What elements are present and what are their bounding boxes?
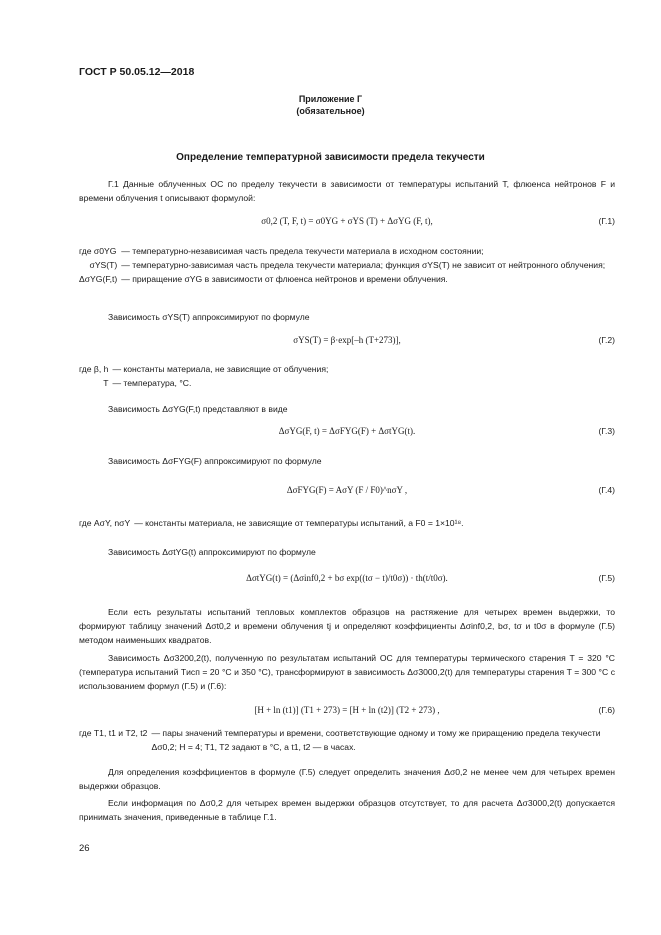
formula-g4: ΔσFYG(F) = AσY (F / F0)^nσY , — [286, 485, 408, 495]
definition-symbol: T — [103, 378, 109, 388]
definitions-g2 — [79, 362, 615, 390]
definition-row — [79, 362, 328, 376]
paragraph-g1: Г.1 Данные облученных ОС по пределу текучести в зависимости от температуры испытаний T, флюенса нейтронов F и времени облучения t описывают формулой: — [79, 179, 615, 203]
definition-text: — температурно-независимая часть предела текучести материала в исходном состоянии; — [121, 246, 484, 256]
definitions-g6 — [79, 726, 615, 754]
definition-symbol: σYS(T) — [89, 260, 118, 270]
paragraph-missing-data: Если информация по Δσ0,2 для четырех времен выдержки образцов отсутствует, то для расчета Δσ3000,2(t) допускается принимать значения, приведенные в таблице Г.1. — [79, 798, 615, 822]
definition-symbol: где β, h — [79, 364, 109, 374]
definition-text: — температурно-зависимая часть предела текучести материала; функция σYS(T) не зависит от нейтронного облучения; — [121, 260, 606, 270]
formula-g6: [H + ln (t1)] (T1 + 273) = [H + ln (t2)] (T2 + 273) , — [254, 705, 440, 715]
definition-row — [79, 258, 605, 272]
definition-text: — приращение σYG в зависимости от флюенса нейтронов и времени облучения. — [121, 274, 448, 284]
paragraph-coefficients: Для определения коэффициентов в формуле (Г.5) следует определить значения Δσ0,2 не менее чем для четырех времен выдержки образцов. — [79, 767, 615, 791]
paragraph-g4-intro: Зависимость ΔσFYG(F) аппроксимируют по формуле — [108, 456, 322, 466]
formula-g3: ΔσYG(F, t) = ΔσFYG(F) + ΔσtYG(t). — [278, 426, 416, 436]
formula-g5-number: (Г.5) — [598, 573, 615, 583]
definitions-g1 — [79, 244, 615, 286]
formula-g1: σ0,2 (T, F, t) = σ0YG + σYS (T) + ΔσYG (F, t), — [261, 216, 433, 226]
formula-g3-number: (Г.3) — [598, 426, 615, 436]
section-title: Определение температурной зависимости предела текучести — [176, 152, 485, 163]
appendix-title: Приложение Г — [298, 94, 363, 104]
definition-text: — константы материала, не зависящие от температуры испытаний, а F0 = 1×10¹⁸. — [134, 518, 464, 528]
definition-row — [79, 516, 463, 530]
definition-symbol: ΔσYG(F,t) — [79, 274, 118, 284]
definition-row — [79, 376, 328, 390]
document-code: ГОСТ Р 50.05.12—2018 — [79, 66, 195, 78]
page-number: 26 — [79, 843, 90, 854]
definition-symbol: где σ0YG — [79, 246, 117, 256]
definition-symbol: где AσY, nσY — [79, 518, 131, 528]
paragraph-g3-intro: Зависимость ΔσYG(F,t) представляют в виде — [108, 404, 288, 414]
paragraph-least-squares: Если есть результаты испытаний тепловых комплектов образцов на растяжение для четырех времен выдержки, то формируют таблицу значений Δσt0,2 и времени облучения tj и определяют коэффициенты Δσinf0,2, bσ, tσ и t0σ в формуле (Г.5) методом наименьших квадратов. — [79, 607, 615, 645]
definition-text: — константы материала, не зависящие от облучения; — [112, 364, 329, 374]
formula-g2-number: (Г.2) — [598, 335, 615, 345]
definitions-g4 — [79, 516, 615, 530]
formula-g1-number: (Г.1) — [598, 216, 615, 226]
definition-text: — температура, °С. — [112, 378, 192, 388]
paragraph-g2-intro: Зависимость σYS(T) аппроксимируют по формуле — [108, 312, 310, 322]
definition-symbol: где T1, t1 и T2, t2 — [79, 728, 148, 738]
definition-row — [79, 726, 615, 754]
formula-g4-number: (Г.4) — [598, 485, 615, 495]
formula-g5: ΔσtYG(t) = (Δσinf0,2 + bσ exp((tσ − t)/t0σ)) · th(t/t0σ). — [246, 573, 448, 583]
definition-row — [79, 244, 605, 258]
paragraph-g5-intro: Зависимость ΔσtYG(t) аппроксимируют по формуле — [108, 547, 316, 557]
definition-row — [79, 272, 605, 286]
formula-g2: σYS(T) = β·exp[–h (T+273)], — [293, 335, 401, 345]
appendix-note: (обязательное) — [296, 106, 365, 116]
definition-text: — пары значений температуры и времени, соответствующие одному и тому же приращению предела текучести Δσ0,2; H = 4; T1, T2 задают в °С, а t1, t2 — в часах. — [151, 728, 601, 752]
formula-g6-number: (Г.6) — [598, 705, 615, 715]
paragraph-temperature-transform: Зависимость Δσ3200,2(t), полученную по результатам испытаний ОС для температуры термического старения T = 320 °С (температура испытаний Tисп = 20 °С и 350 °С), трансформируют в зависимость Δσ3000,2(t) для температуры старения T = 300 °С с использованием формул (Г.5) и (Г.6): — [79, 653, 615, 691]
